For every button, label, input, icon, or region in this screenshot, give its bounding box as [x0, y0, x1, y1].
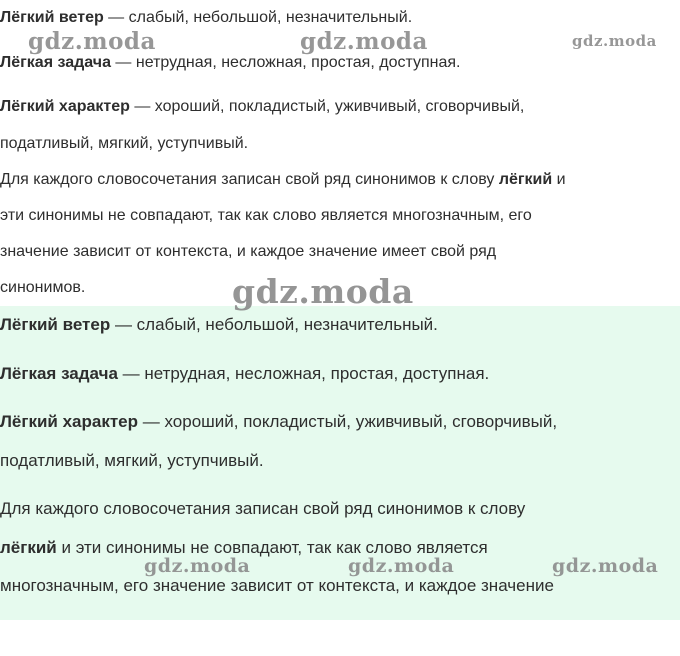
definition-line [0, 314, 438, 336]
definition-text: — слабый, небольшой, незначительный. [110, 315, 438, 334]
explanation-line: синонимов. [0, 279, 86, 296]
definition-line [0, 8, 412, 28]
definition-text: — хороший, покладистый, уживчивый, сговорчивый, [138, 412, 558, 431]
explanation-line: значение зависит от контекста, и каждое значение имеет свой ряд [0, 243, 497, 260]
watermark: gdz.moda [232, 272, 414, 311]
definition-term: Лёгкий ветер [0, 9, 104, 26]
definition-term: Лёгкая задача [0, 364, 118, 383]
definition-term: Лёгкий ветер [0, 315, 111, 334]
definition-term: Лёгкий характер [0, 98, 130, 115]
definition-text: — слабый, небольшой, незначительный. [103, 9, 413, 26]
explanation-line: Для каждого словосочетания записан свой ряд синонимов к слову [0, 499, 526, 518]
watermark: gdz.moda [552, 555, 659, 577]
definition-term: Лёгкий характер [0, 412, 139, 431]
definition-line [0, 411, 557, 433]
watermark: gdz.moda [28, 28, 156, 55]
watermark: gdz.moda [144, 555, 251, 577]
definition-text: — нетрудная, несложная, простая, доступная. [117, 364, 490, 383]
definition-term: Лёгкая задача [0, 54, 111, 71]
definition-line [0, 53, 460, 73]
explanation-line: многозначным, его значение зависит от контекста, и каждое значение [0, 576, 554, 595]
explanation-text: и эти синонимы не совпадают, так как слово является [56, 538, 488, 557]
definition-line [0, 363, 489, 385]
explanation-text: Для каждого словосочетания записан свой ряд синонимов к слову [0, 171, 499, 188]
highlighted-word: лёгкий [498, 171, 553, 188]
definition-text: — нетрудная, несложная, простая, доступная. [110, 54, 461, 71]
explanation-line: эти синонимы не совпадают, так как слово является многозначным, его [0, 207, 532, 224]
watermark: gdz.moda [348, 555, 455, 577]
explanation-line [0, 170, 566, 190]
definition-continuation: податливый, мягкий, уступчивый. [0, 451, 264, 470]
highlighted-word: лёгкий [0, 538, 57, 557]
watermark: gdz.moda [300, 28, 428, 55]
definition-line [0, 97, 524, 117]
watermark: gdz.moda [572, 32, 657, 50]
explanation-text: и [552, 171, 566, 188]
definition-continuation: податливый, мягкий, уступчивый. [0, 135, 249, 152]
definition-text: — хороший, покладистый, уживчивый, сговорчивый, [129, 98, 525, 115]
